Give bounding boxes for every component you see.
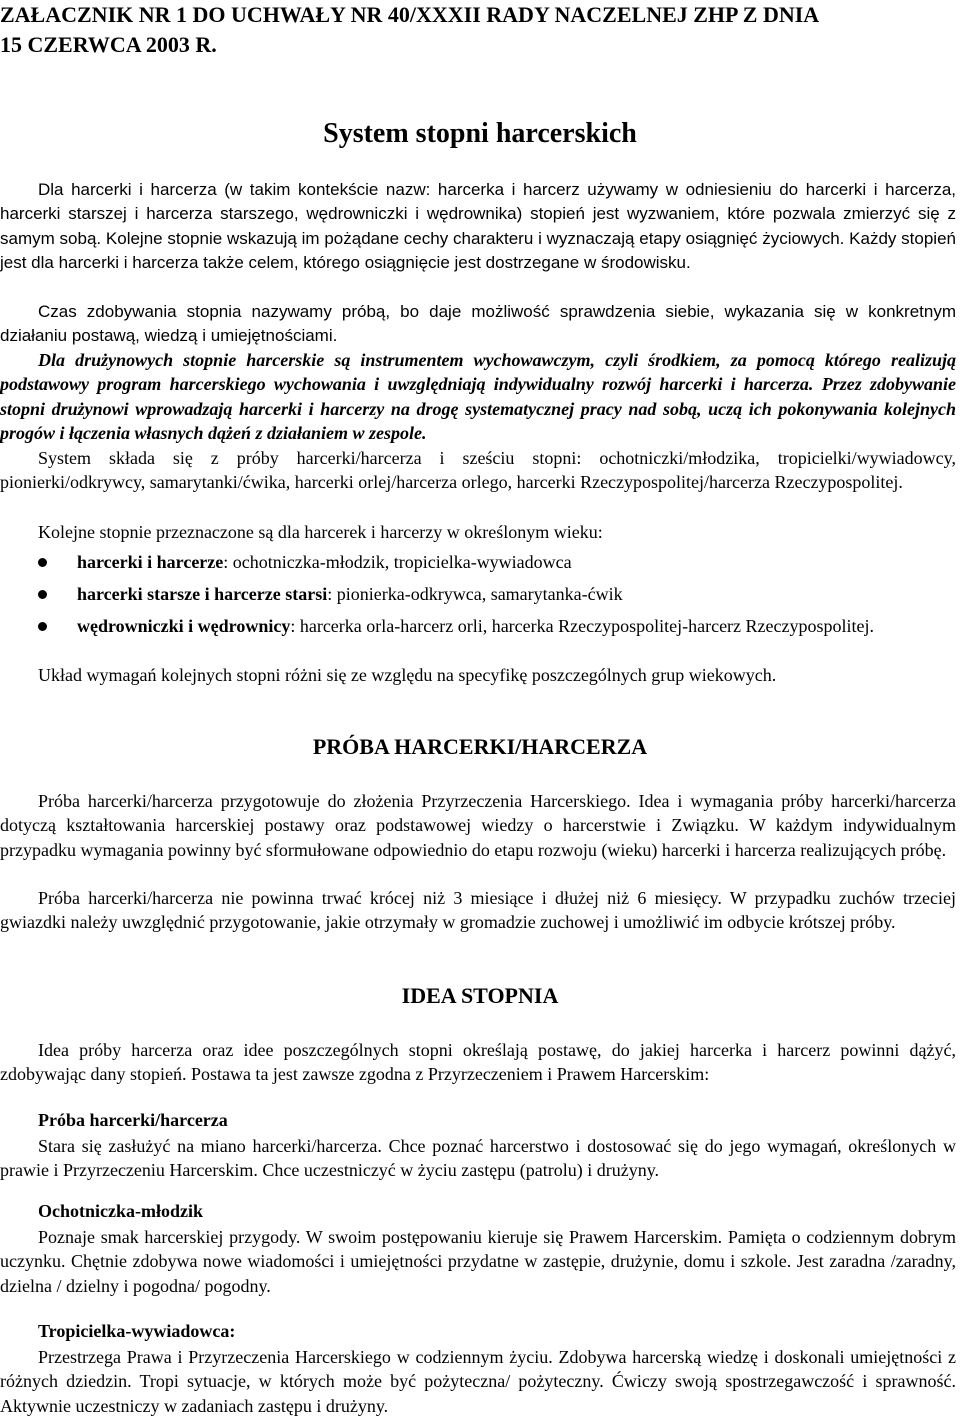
list-item-term: harcerki i harcerze [77, 552, 224, 572]
proba-paragraph-1: Próba harcerki/harcerza przygotowuje do złożenia Przyrzeczenia Harcerskiego. Idea i wymagania próby harcerki/harcerza dotyczą kształtowania harcerskiej postawy oraz podstawowej wiedzy o harcerstwie i Związku. W każdym indywidualnym przypadku wymagania powinny być sformułowane odpowiednio do etapu rozwoju (wieku) harcerki i harcerza realizujących próbę. [0, 791, 956, 860]
intro-paragraph-5: Kolejne stopnie przeznaczone są dla harcerek i harcerzy w określonym wieku: [38, 522, 603, 542]
idea-paragraph-1: Idea próby harcerza oraz idee poszczególnych stopni określają postawę, do jakiej harcerka i harcerz powinni dążyć, zdobywając dany stopień. Postawa ta jest zawsze zgodna z Przyrzeczeniem i Prawem Harcerskim: [0, 1040, 956, 1085]
list-item [0, 614, 956, 638]
list-item-term: wędrowniczki i wędrownicy [77, 616, 291, 636]
bullet-icon [38, 590, 47, 599]
idea-item-title: Próba harcerki/harcerza [38, 1110, 228, 1130]
section-heading-idea: IDEA STOPNIA [401, 983, 559, 1008]
intro-paragraph-1: Dla harcerki i harcerza (w takim kontekście nazw: harcerka i harcerz używamy w odniesieniu do harcerki i harcerza, harcerki starszej i harcerza starszego, wędrowniczki i wędrownika) stopień jest wyzwaniem, które pozwala zmierzyć się z samym sobą. Kolejne stopnie wskazują im pożądane cechy charakteru i wyznaczają etapy osiągnięć życiowych. Każdy stopień jest dla harcerki i harcerza także celem, którego osiągnięcie jest dostrzegane w środowisku. [0, 180, 956, 273]
list-item-desc: : ochotniczka-młodzik, tropicielka-wywiadowca [223, 552, 572, 572]
list-item-desc: : harcerka orla-harcerz orli, harcerka Rzeczypospolitej-harcerz Rzeczypospolitej. [290, 616, 875, 636]
document-header [0, 0, 960, 60]
list-item [0, 550, 956, 574]
list-item-desc: : pionierka-odkrywca, samarytanka-ćwik [327, 584, 623, 604]
idea-item-text: Stara się zasłużyć na miano harcerki/harcerza. Chce poznać harcerstwo i dostosować się do jego wymagań, określonych w prawie i Przyrzeczeniu Harcerskim. Chce uczestniczyć w życiu zastępu (patrolu) i drużyny. [0, 1136, 956, 1181]
age-group-list [0, 550, 956, 638]
intro-paragraph-2: Czas zdobywania stopnia nazywamy próbą, bo daje możliwość sprawdzenia siebie, wykazania się w konkretnym działaniu postawą, wiedzą i umiejętnościami. [0, 302, 956, 346]
document-title: System stopni harcerskich [323, 118, 637, 149]
section-heading-proba: PRÓBA HARCERKI/HARCERZA [312, 734, 648, 759]
idea-item-text: Przestrzega Prawa i Przyrzeczenia Harcerskiego w codziennym życiu. Zdobywa harcerską wiedzę i doskonali umiejętności z różnych dziedzin. Tropi sytuacje, w których może być pożyteczna/ pożyteczny. Ćwiczy swoją spostrzegawczość i sprawność. Aktywnie uczestniczy w zadaniach zastępu i drużyny. [0, 1347, 956, 1416]
proba-paragraph-2: Próba harcerki/harcerza nie powinna trwać krócej niż 3 miesiące i dłużej niż 6 miesięcy. W przypadku zuchów trzeciej gwiazdki należy uwzględnić przygotowanie, jakie otrzymały w gromadzie zuchowej i umożliwić im odbycie krótszej próby. [0, 888, 956, 933]
bullet-icon [38, 622, 47, 631]
intro-paragraph-3: Dla drużynowych stopnie harcerskie są instrumentem wychowawczym, czyli środkiem, za pomocą którego realizują podstawowy program harcerskiego wychowania i uwzględniają indywidualny rozwój harcerki i harcerza. Przez zdobywanie stopni drużynowi wprowadzają harcerki i harcerzy na drogę systematycznej pracy nad sobą, uczą ich pokonywania kolejnych progów i łączenia własnych dążeń z działaniem w zespole. [0, 350, 956, 444]
list-item-term: harcerki starsze i harcerze starsi [77, 584, 328, 604]
idea-item-title: Tropicielka-wywiadowca: [38, 1321, 236, 1341]
intro-closing-paragraph: Układ wymagań kolejnych stopni różni się ze względu na specyfikę poszczególnych grup wiekowych. [38, 665, 777, 685]
idea-item-title: Ochotniczka-młodzik [38, 1201, 203, 1221]
header-line-1: ZAŁACZNIK NR 1 DO UCHWAŁY NR 40/XXXII RADY NACZELNEJ ZHP Z DNIA [0, 2, 820, 27]
list-item [0, 582, 956, 606]
header-line-2: 15 CZERWCA 2003 R. [0, 32, 217, 57]
idea-item-text: Poznaje smak harcerskiej przygody. W swoim postępowaniu kieruje się Prawem Harcerskim. Pamięta o codziennym dobrym uczynku. Chętnie zdobywa nowe wiadomości i umiejętności przydatne w zastępie, drużynie, domu i szkole. Jest zaradna /zaradny, dzielna / dzielny i pogodna/ pogodny. [0, 1227, 956, 1296]
intro-paragraph-4: System składa się z próby harcerki/harcerza i sześciu stopni: ochotniczki/młodzika, tropicielki/wywiadowcy, pionierki/odkrywcy, samarytanki/ćwika, harcerki orlej/harcerza orlego, harcerki Rzeczypospolitej/harcerza Rzeczypospolitej. [0, 448, 956, 493]
bullet-icon [38, 558, 47, 567]
